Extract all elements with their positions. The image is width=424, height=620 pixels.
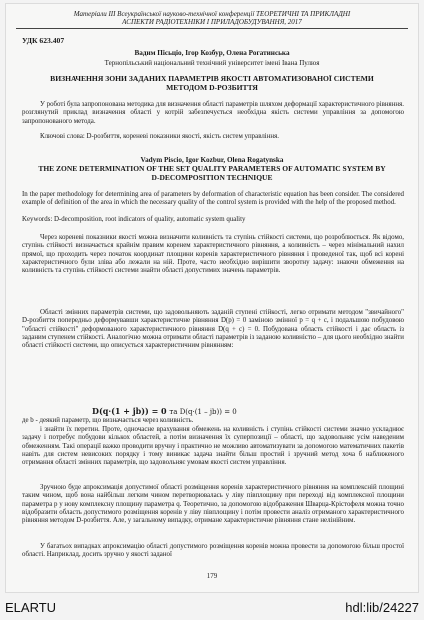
body-paragraph-3: де b - деякий параметр, що визначається через коливність. xyxy=(22,417,194,424)
formula-main: D(q·(1 + jb)) = 0 xyxy=(92,406,167,416)
header-line-1: Матеріали ІІІ Всеукраїнської науково-технічної конференції ТЕОРЕТИЧНІ ТА ПРИКЛАДНІ xyxy=(73,10,351,18)
keywords-en: Keywords: D-decomposition, root indicators of quality, automatic system quality xyxy=(22,216,246,223)
abstract-en: In the paper methodology for determining area of parameters by deformation of characteristic equation has been consider. The considered example of definition of the area in which the necessary quality of the control system is provided with the help of the proposed method. xyxy=(22,191,404,207)
affiliation-ua: Тернопільський національний технічний університет імені Івана Пулюя xyxy=(104,59,320,67)
udk-code: УДК 623.407 xyxy=(22,36,65,45)
repository-name: ELARTU xyxy=(5,600,57,615)
conference-header xyxy=(16,10,408,29)
title-ua: ВИЗНАЧЕННЯ ЗОНИ ЗАДАНИХ ПАРАМЕТРІВ ЯКОСТІ АВТОМАТИЗОВАНОЇ СИСТЕМИ МЕТОДОМ D-РОЗБИТТЯ xyxy=(50,74,374,92)
document-page xyxy=(6,4,418,592)
body-paragraph-1: Через кореневі показники якості можна визначити коливність та ступінь стійкості системи, що розроблюється. Як відомо, ступінь стійкості визначається крайнім правим коренем характеристичного рівняння, а коливність – через мінімальний нахил прямої, що проходить через початок координат площини коренів характеристичного рівняння і проведеної так, щоб всі корені характеристичного були зліва або лежали на ній. Проте, часто необхідно вирішити зворотну задачу: знаючи обмеження на коливність та ступінь стійкості системи знайти області допустимих значень параметрів. xyxy=(22,234,404,275)
page-number: 179 xyxy=(206,572,218,580)
authors-ua: Вадим Пісьціо, Ігор Козбур, Олена Рогатинська xyxy=(134,49,290,57)
characteristic-equation xyxy=(92,406,237,416)
body-paragraph-6: У багатьох випадках апроксимацію області допустимого розміщення коренів можна провести за допомогою більш простої області. Наприклад, досить зручно у якості заданої xyxy=(22,543,404,559)
repository-footer xyxy=(0,596,424,620)
handle-id[interactable]: hdl:lib/24227 xyxy=(345,600,419,615)
keywords-ua: Ключові слова: D-розбиття, кореневі показники якості, якість систем управління. xyxy=(40,133,279,140)
authors-en: Vadym Piscio, Igor Kozbur, Olena Rogatynska xyxy=(140,156,284,164)
body-paragraph-2: Області змінних параметрів системи, що задовольняють заданій ступені стійкості, легко отримати методом "звичайного" D-розбиття попередньо деформувавши характеристичне рівняння D(p) = 0 заміною змінної p = q + c, і подальшою побудовою "області стійкості" деформованого характеристичного рівняння D(q + c) = 0. Побудована область стійкості і дає область із заданим ступенем стійкості. Аналогічно можна отримати області параметрів із заданою коливністю – для цього необхідно знайти області стійкості системи, що описується характеристичним рівнянням: xyxy=(22,309,404,350)
body-paragraph-4: і знайти їх перетин. Проте, одночасне врахування обмежень на коливність і ступінь стійкості системи значно ускладнює задачу і потребує побудови кількох областей, а потім визначення їх суперпозиції – області, що задовольняє усім наведеним обмеженням. Такі операції важко проводити вручну і практично не можливо автоматизувати за допомогою математичних пакетів навіть для систем невисоких порядку і тому виникає задача знайти більш простий і зручний метод хоча б наближеного отримання області змінних параметрів, що задовольняє умовам якості систем управління. xyxy=(22,426,404,467)
abstract-ua: У роботі була запропонована методика для визначення області параметрів шляхом деформації характеристичного рівняння. розглянутий приклад визначення області у котрій забезпечується необхідна якість системи управління за допомогою запропонованого метода. xyxy=(22,101,404,125)
title-en: THE ZONE DETERMINATION OF THE SET QUALITY PARAMETERS OF AUTOMATIC SYSTEM BY D-DECOMPOSITION TECHNIQUE xyxy=(38,164,386,182)
formula-alt: та D(q·(1 – jb)) = 0 xyxy=(169,408,237,416)
header-line-2: АСПЕКТИ РАДІОТЕХНІКИ І ПРИЛАДОБУДУВАННЯ, 2017 xyxy=(122,18,302,26)
body-paragraph-5: Зручною буде апроксимація допустимої області розміщення коренів характеристичного рівняння на комплексній площині таким чином, щоб вона найбільш легким чином перетворювалась у ліву півплощину при переході від комплексної площини параметра p у нову комплексну площину параметра q. Теоретично, за допомогою відображення Шварца-Крістофеля можна точно відобразити область допустимого розміщення коренів у ліву півплощину і потім провести аналіз отриманого характеристичного рівняння методом D-розбиття. Але, у загальному випадку, отримане характеристичне рівняння стане нелінійним. xyxy=(22,484,404,525)
